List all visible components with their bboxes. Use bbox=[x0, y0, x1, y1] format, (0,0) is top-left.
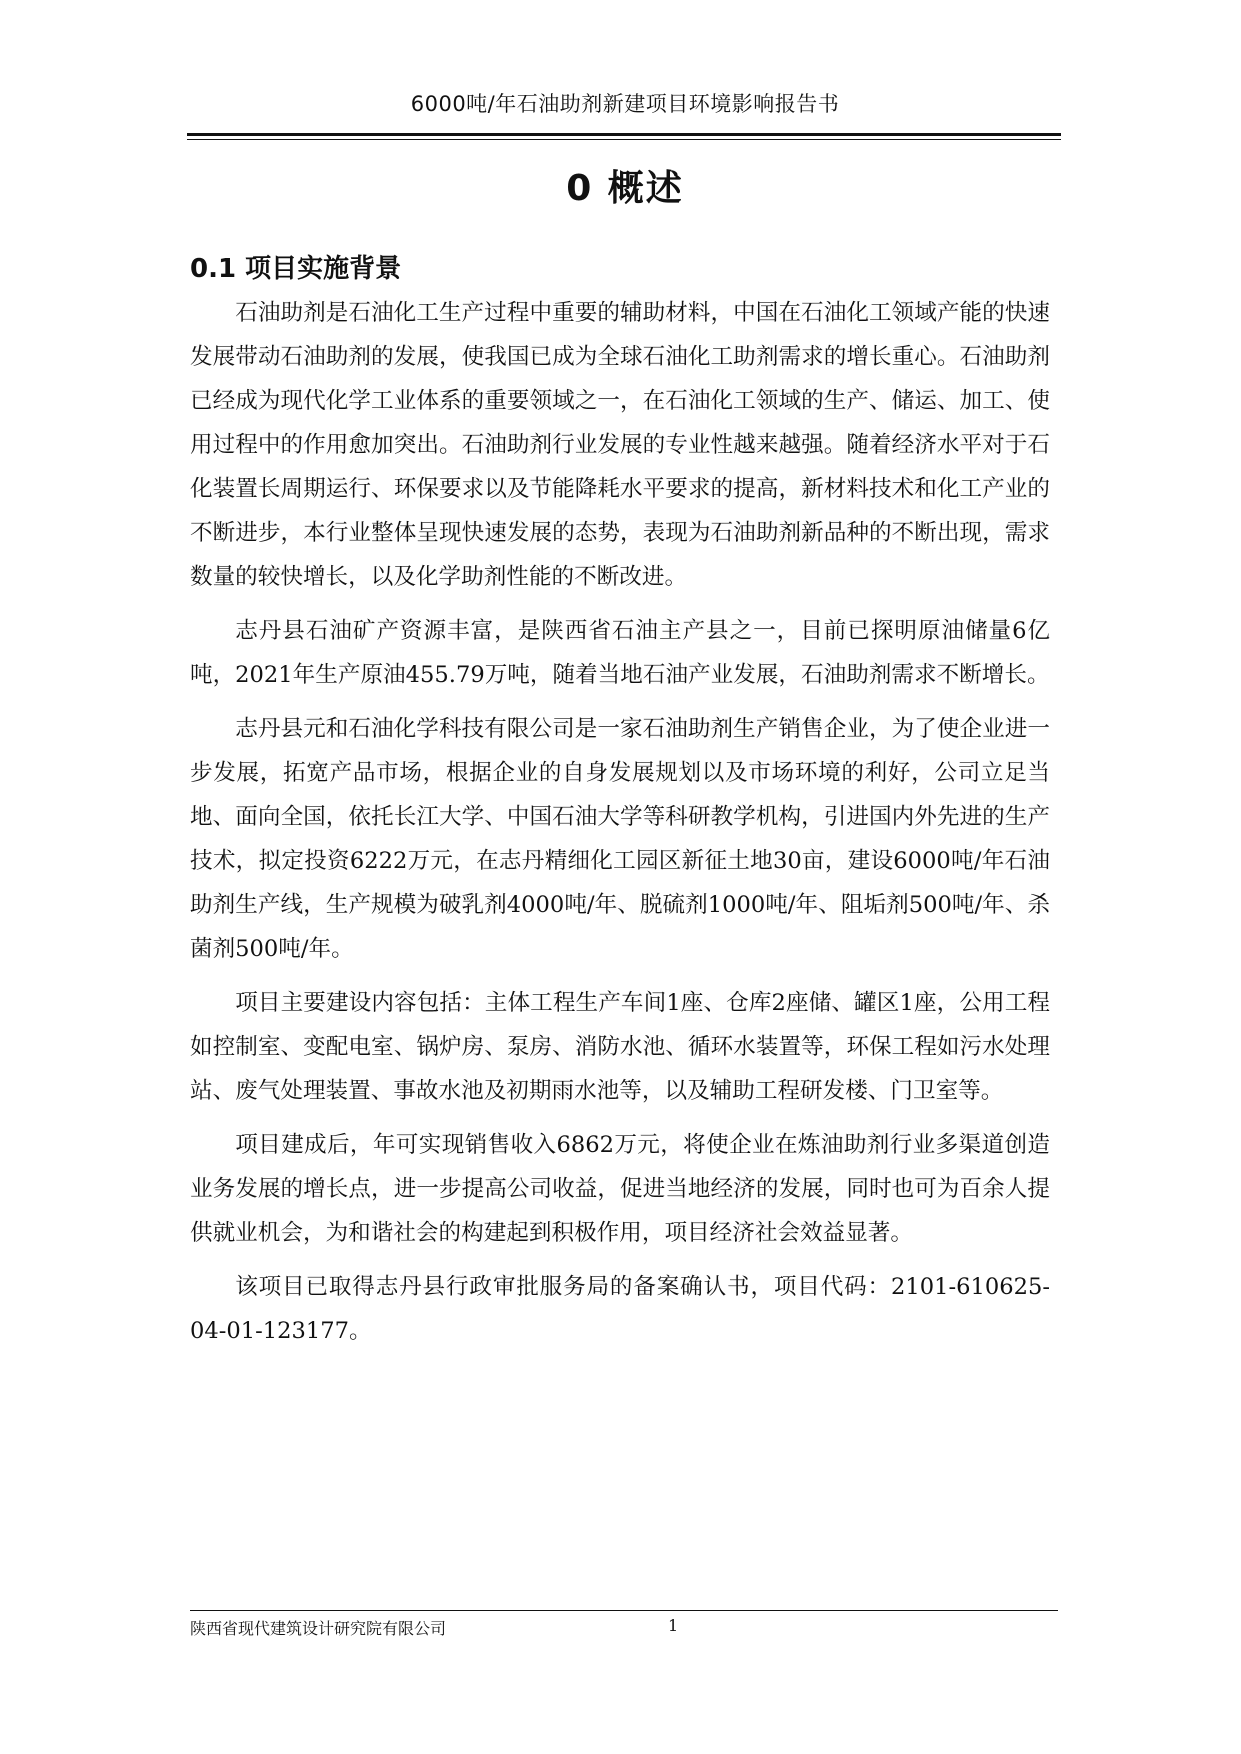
page-number: 1 bbox=[668, 1616, 679, 1635]
header-rule-thick bbox=[187, 133, 1061, 136]
paragraph-project-code: 该项目已取得志丹县行政审批服务局的备案确认书，项目代码：2101-610625-04-01-123177。 bbox=[190, 1274, 1050, 1344]
header-rule-thin bbox=[187, 139, 1061, 140]
footer-company: 陕西省现代建筑设计研究院有限公司 bbox=[190, 1619, 447, 1638]
footer-rule bbox=[190, 1610, 1058, 1611]
paragraph-company: 志丹县元和石油化学科技有限公司是一家石油助剂生产销售企业，为了使企业进一步发展，拓宽产品市场，根据企业的自身发展规划以及市场环境的利好，公司立足当地、面向全国，依托长江大学、中国石油大学等科研教学机构，引进国内外先进的生产技术，拟定投资6222万元，在志丹精细化工园区新征土地30亩，建设6000吨/年石油助剂生产线，生产规模为破乳剂4000吨/年、脱硫剂1000吨/年、阻垢剂500吨/年、杀菌剂500吨/年。 bbox=[190, 716, 1050, 962]
paragraph-resources: 志丹县石油矿产资源丰富，是陕西省石油主产县之一，目前已探明原油储量6亿吨，2021年生产原油455.79万吨，随着当地石油产业发展，石油助剂需求不断增长。 bbox=[190, 618, 1050, 688]
running-header: 6000吨/年石油助剂新建项目环境影响报告书 bbox=[410, 92, 840, 116]
paragraph-background: 石油助剂是石油化工生产过程中重要的辅助材料，中国在石油化工领域产能的快速发展带动石油助剂的发展，使我国已成为全球石油化工助剂需求的增长重心。石油助剂已经成为现代化学工业体系的重要领域之一，在石油化工领域的生产、储运、加工、使用过程中的作用愈加突出。石油助剂行业发展的专业性越来越强。随着经济水平对于石化装置长周期运行、环保要求以及节能降耗水平要求的提高，新材料技术和化工产业的不断进步，本行业整体呈现快速发展的态势，表现为石油助剂新品种的不断出现，需求数量的较快增长，以及化学助剂性能的不断改进。 bbox=[190, 300, 1050, 590]
chapter-title: 0 概述 bbox=[566, 168, 684, 209]
body-text bbox=[190, 291, 1050, 1363]
paragraph-construction: 项目主要建设内容包括：主体工程生产车间1座、仓库2座储、罐区1座，公用工程如控制室、变配电室、锅炉房、泵房、消防水池、循环水装置等，环保工程如污水处理站、废气处理装置、事故水池及初期雨水池等，以及辅助工程研发楼、门卫室等。 bbox=[190, 990, 1050, 1104]
paragraph-benefits: 项目建成后，年可实现销售收入6862万元，将使企业在炼油助剂行业多渠道创造业务发展的增长点，进一步提高公司收益，促进当地经济的发展，同时也可为百余人提供就业机会，为和谐社会的构建起到积极作用，项目经济社会效益显著。 bbox=[190, 1132, 1050, 1246]
section-heading: 0.1 项目实施背景 bbox=[190, 254, 402, 284]
